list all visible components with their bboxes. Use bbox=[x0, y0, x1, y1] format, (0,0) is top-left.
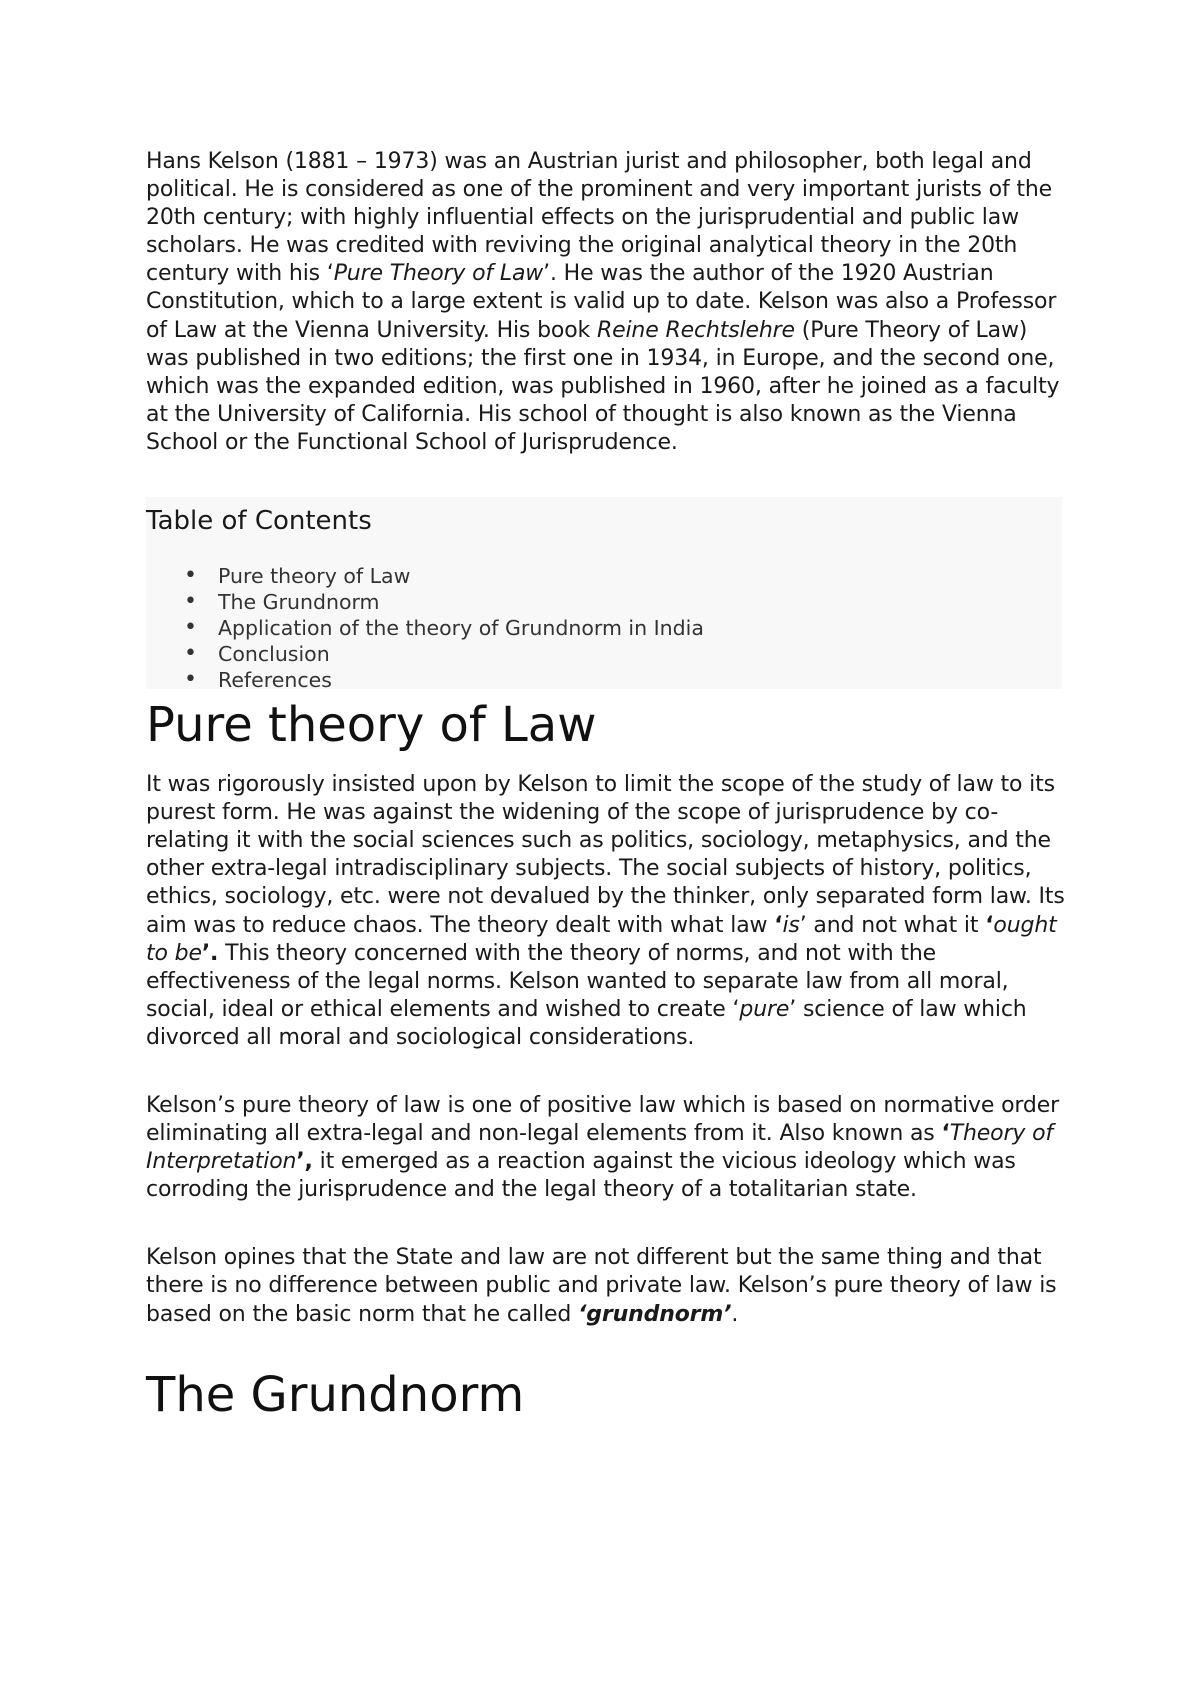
intro-text-2: ’. He was the author of the 1920 Austrian Constitution, which to a large extent is valid up to date. Kelson was also a Professor of Law at the Vienna University. His book bbox=[146, 261, 1057, 343]
toc-title: Table of Contents bbox=[146, 506, 372, 537]
bullet-icon: • bbox=[184, 589, 197, 615]
intro-text-1: Hans Kelson (1881 – 1973) was an Austrian jurist and philosopher, both legal and political. He is considered as one of the prominent and very important jurists of the 20th century; with highly influential effects on the jurisprudential and public law scholars. He was credited with reviving the original analytical theory in the 20th century with his ‘ bbox=[146, 149, 1053, 287]
bullet-icon: • bbox=[184, 667, 197, 693]
paragraph-spacer bbox=[146, 1204, 1066, 1244]
p1-text-b: ’ and not what it bbox=[799, 912, 986, 938]
toc-item-label[interactable]: Conclusion bbox=[218, 642, 330, 667]
p3-text-b: . bbox=[731, 1301, 739, 1327]
toc-item-pure-theory[interactable] bbox=[146, 563, 1062, 589]
pure-theory-paragraph-2 bbox=[146, 1092, 1066, 1204]
intro-paragraph bbox=[146, 148, 1066, 457]
p1-italic-ought: ought to be bbox=[146, 912, 1057, 966]
bullet-icon: • bbox=[184, 641, 197, 667]
intro-italic-pure-theory: Pure Theory of Law bbox=[333, 261, 544, 287]
table-of-contents bbox=[146, 497, 1062, 693]
p1-quote-close: ’. bbox=[201, 940, 219, 966]
bullet-icon: • bbox=[184, 563, 197, 589]
p1-text-c: This theory concerned with the theory of norms, and not with the effectiveness of the legal norms. Kelson wanted to separate law from all moral, social, ideal or ethical elements and wished to create ‘ bbox=[146, 940, 1009, 1022]
paragraph-spacer bbox=[146, 1052, 1066, 1092]
p1-italic-is: is bbox=[782, 912, 800, 938]
p2-quote-open: ‘ bbox=[941, 1121, 950, 1147]
p2-quote-close: ’, bbox=[296, 1149, 313, 1175]
toc-item-label[interactable]: The Grundnorm bbox=[218, 590, 380, 615]
toc-item-label[interactable]: Pure theory of Law bbox=[218, 564, 411, 589]
pure-theory-paragraph-1 bbox=[146, 771, 1066, 1052]
p2-italic-interpretation: Theory of Interpretation bbox=[146, 1121, 1053, 1175]
p2-text-a: Kelson’s pure theory of law is one of positive law which is based on normative order eliminating all extra-legal and non-legal elements from it. Also known as bbox=[146, 1092, 1060, 1147]
toc-item-references[interactable] bbox=[146, 667, 1062, 693]
p1-quote-open-2: ‘ bbox=[985, 912, 994, 938]
toc-item-label[interactable]: References bbox=[218, 668, 332, 693]
pure-theory-paragraph-3 bbox=[146, 1244, 1066, 1328]
section-heading-pure-theory: Pure theory of Law bbox=[146, 697, 597, 754]
toc-list bbox=[146, 563, 1062, 693]
section-heading-grundnorm: The Grundnorm bbox=[146, 1366, 525, 1423]
p3-text-a: Kelson opines that the State and law are not different but the same thing and that there is no difference between public and private law. Kelson’s pure theory of law is based on the basic norm that he called bbox=[146, 1245, 1057, 1327]
bullet-icon: • bbox=[184, 615, 197, 641]
toc-item-conclusion[interactable] bbox=[146, 641, 1062, 667]
toc-item-application[interactable] bbox=[146, 615, 1062, 641]
intro-italic-book-title: Reine Rechtslehre bbox=[596, 317, 795, 343]
p1-quote-open: ‘ bbox=[774, 912, 783, 938]
toc-item-grundnorm[interactable] bbox=[146, 589, 1062, 615]
document-page bbox=[146, 148, 1066, 1423]
toc-item-label[interactable]: Application of the theory of Grundnorm in India bbox=[218, 616, 704, 641]
p1-text-a: It was rigorously insisted upon by Kelson to limit the scope of the study of law to its purest form. He was against the widening of the scope of jurisprudence by co-relating it with the social sciences such as politics, sociology, metaphysics, and the other extra-legal intradisciplinary subjects. The social subjects of history, politics, ethics, sociology, etc. were not devalued by the thinker, only separated form law. Its aim was to reduce chaos. The theory dealt with what law bbox=[146, 772, 1065, 938]
p1-text-d: ’ science of law which divorced all moral and sociological considerations. bbox=[146, 996, 1027, 1050]
intro-text-3: (Pure Theory of Law) was published in two editions; the first one in 1934, in Europe, and the second one, which was the expanded edition, was published in 1960, after he joined as a faculty at the University of California. His school of thought is also known as the Vienna School or the Functional School of Jurisprudence. bbox=[146, 317, 1060, 455]
p2-text-b: it emerged as a reaction against the vicious ideology which was corroding the jurisprudence and the legal theory of a totalitarian state. bbox=[146, 1149, 1016, 1203]
p1-italic-pure: pure bbox=[739, 996, 790, 1022]
p3-bold-italic-grundnorm: ‘grundnorm’ bbox=[578, 1301, 732, 1327]
